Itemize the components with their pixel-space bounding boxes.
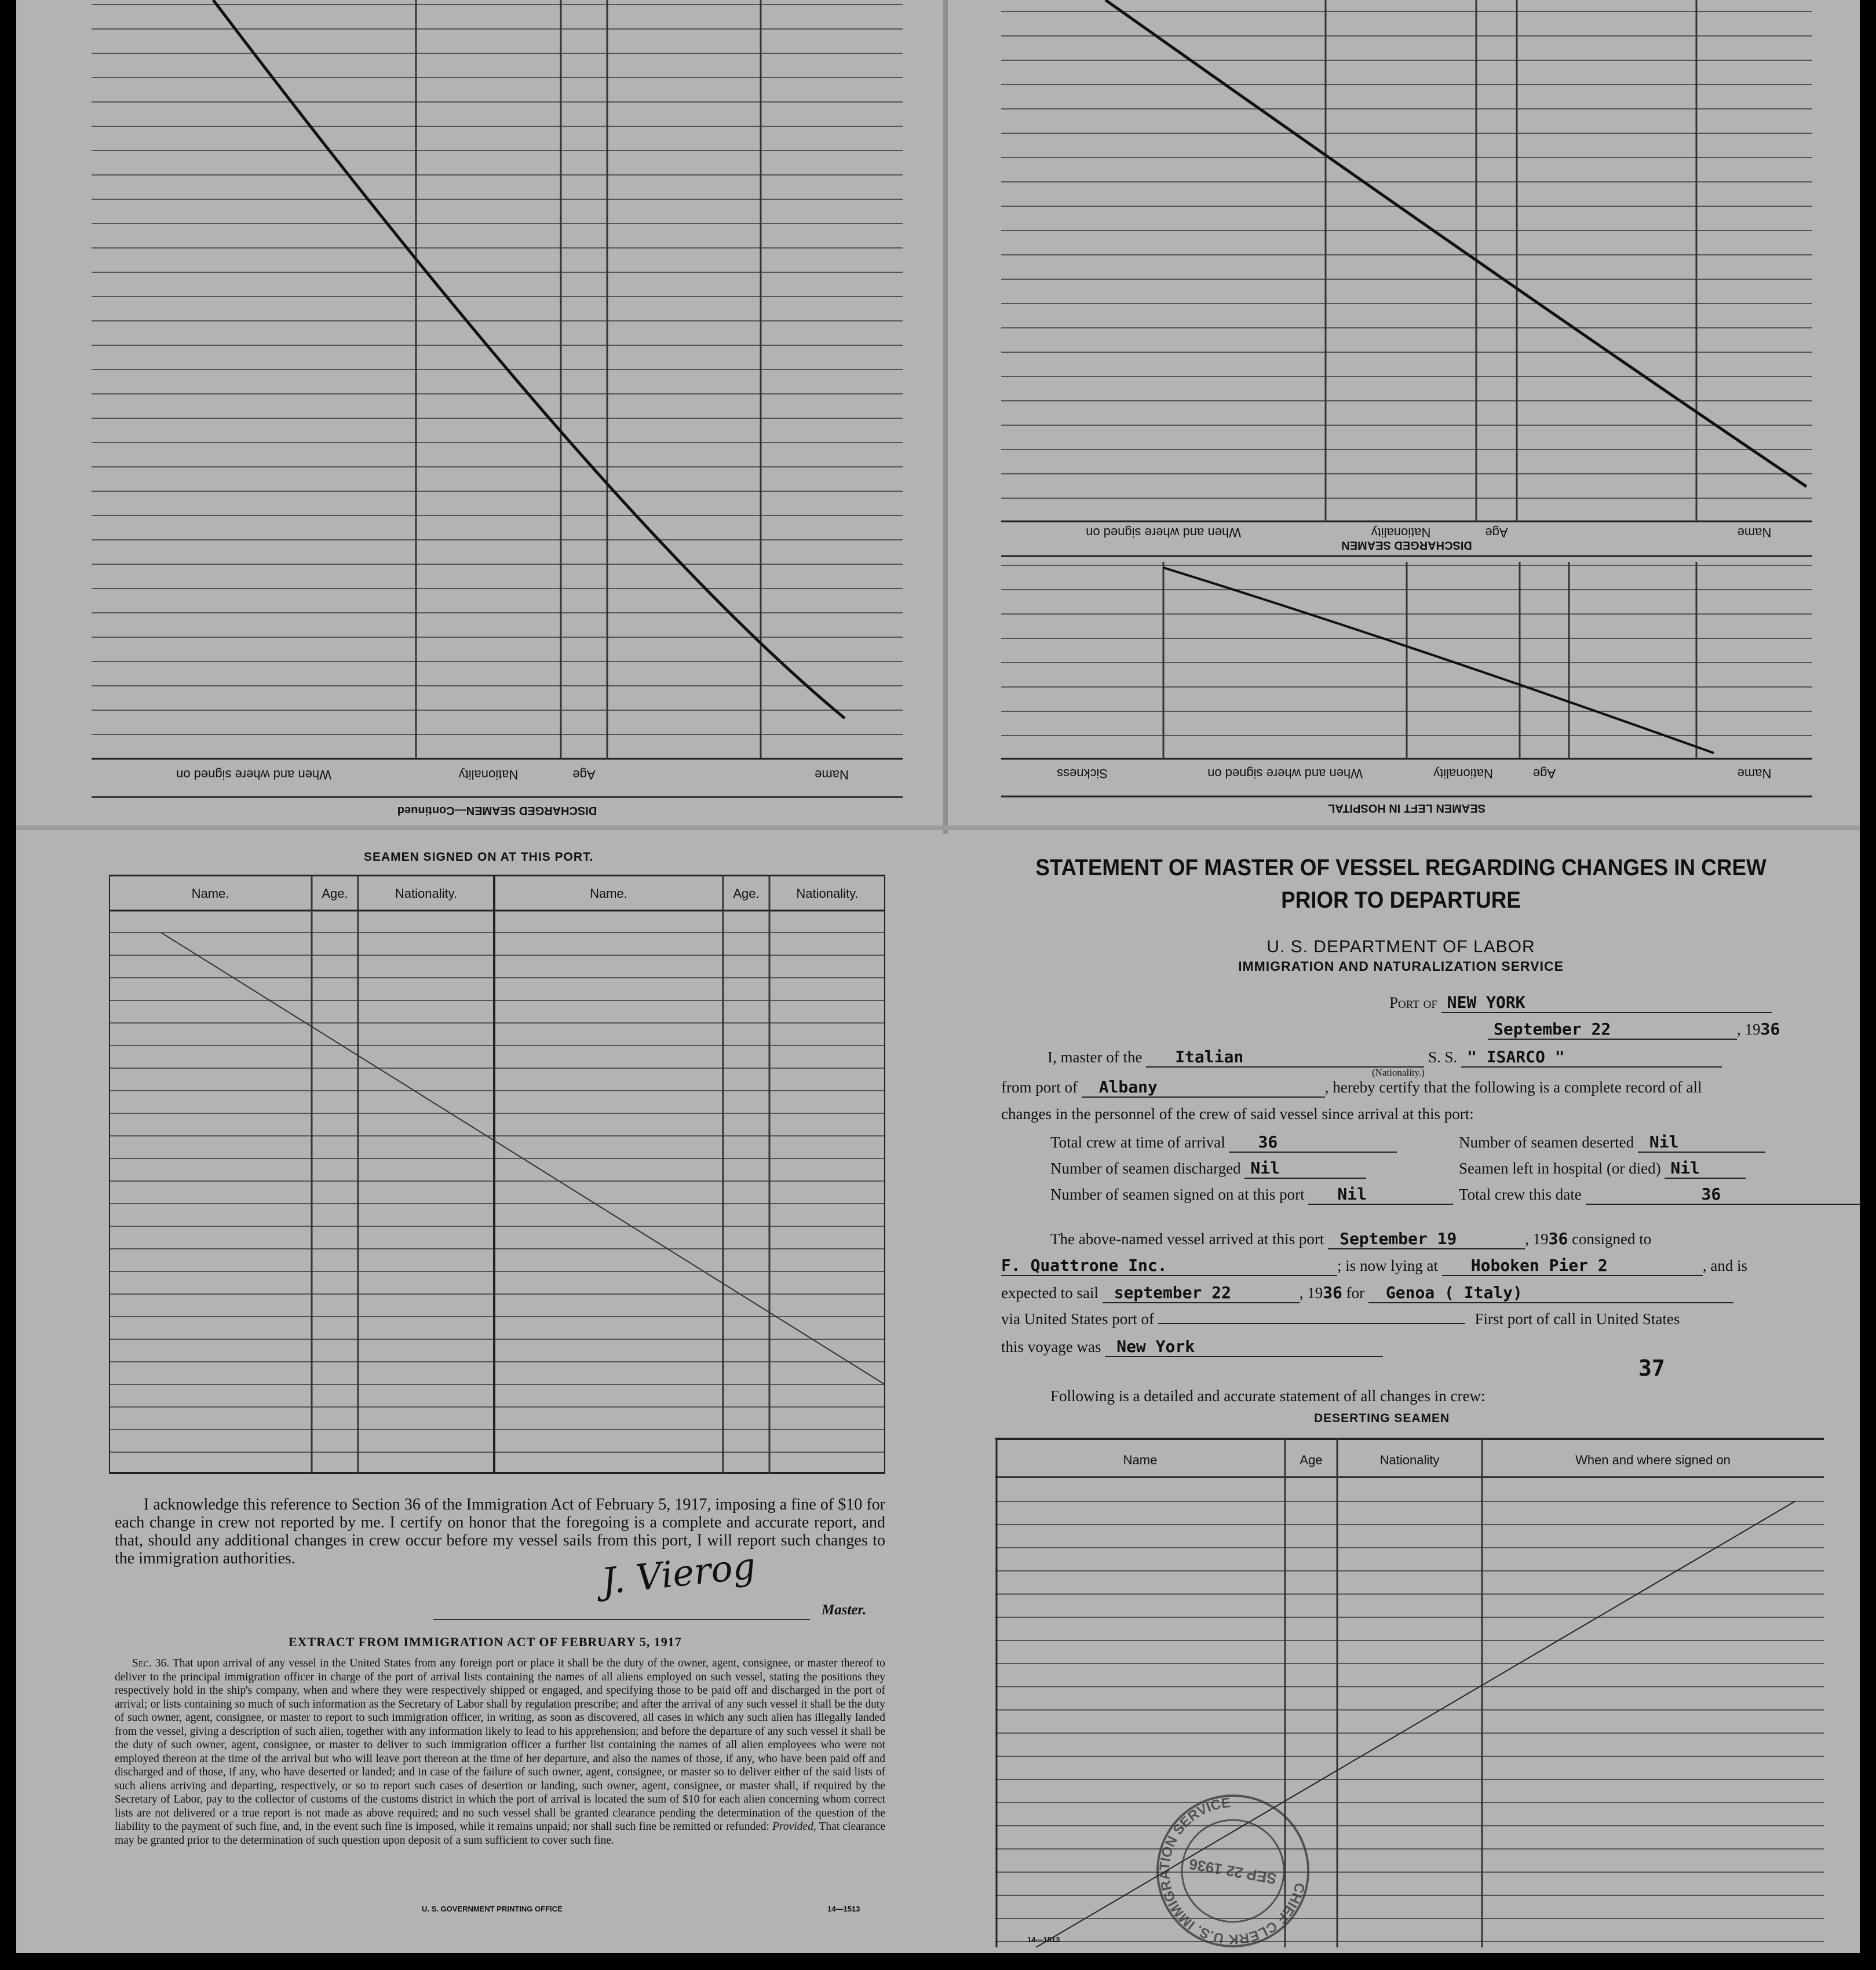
date-line: [1488, 1019, 1780, 1040]
col-name: Name: [815, 767, 849, 782]
first-port-value: New York: [1105, 1337, 1383, 1357]
deserting-col-name: Name: [1123, 1453, 1158, 1467]
signed-on-label: Number of seamen signed on at this port: [1050, 1186, 1305, 1203]
consigned-label: consigned to: [1572, 1230, 1652, 1248]
arrived-label: The above-named vessel arrived at this port: [1050, 1230, 1324, 1248]
nationality-caption: (Nationality.): [1372, 1067, 1425, 1078]
col-name-2: Name.: [590, 886, 627, 901]
date-value: September 22: [1488, 1019, 1737, 1040]
discharged-hospital-panel: [1001, 0, 1812, 817]
expected-label: expected to sail: [1001, 1284, 1098, 1302]
total-date-line: [1459, 1185, 1860, 1205]
total-arrival-value: 36: [1229, 1132, 1397, 1153]
lying-value: Hoboken Pier 2: [1442, 1256, 1703, 1276]
horizontal-fold: [16, 825, 1860, 830]
discharged-continued-ruling: [92, 0, 903, 817]
hospital-title: SEAMEN LEFT IN HOSPITAL: [1328, 802, 1486, 814]
changes-line: changes in the personnel of the crew of said vessel since arrival at this port:: [1001, 1105, 1474, 1123]
deserted-label: Number of seamen deserted: [1459, 1134, 1634, 1151]
void-line: [1105, 0, 1806, 487]
col-age: Age: [572, 767, 596, 782]
hospital-col-name: Name: [1737, 766, 1772, 781]
destination-value: Genoa ( Italy): [1368, 1283, 1733, 1303]
total-date-value: 36: [1586, 1185, 1860, 1205]
deserting-col-when-where: When and where signed on: [1575, 1453, 1731, 1467]
hospital-line: [1459, 1158, 1746, 1179]
deserting-title: DESERTING SEAMEN: [1314, 1412, 1450, 1425]
extract-body: That upon arrival of any vessel in the United States from any foreign port or place it shall be the duty of the owner, agent, consignee, or master thereof to deliver to the principal immigration officer in charge of the port of arrival lists containing the names of all aliens employed on such vessel, stating the positions they respectively hold in the ship's company, when and where they were respectively shipped or engaged, and specifying those to be paid off and discharged in the port of arrival; or lists containing so much of such information as the Secretary of Labor shall by regulation prescribe; and after the arrival of any such vessel it shall be the duty of such owner, agent, consignee, or master to report to such immigration officer, in writing, as soon as discovered, all cases in which any such alien has illegally landed from the vessel, giving a description of such alien, together with any information likely to lead to his apprehension; and before the departure of any such vessel it shall be the duty of such owner, agent, consignee, or master to deliver to such immigration officer a further list containing the names of all alien employees who were not employed thereon at the time of the arrival but who will leave port thereon at the time of her departure, and also the names of those, if any, who have been paid off and discharged and of those, if any, who have deserted or landed; and in case of the failure of such owner, agent, consignee, or master so to deliver either of the said lists of such aliens arriving and departing, respectively, or so to report such cases of desertion or landing, such owner, agent, consignee, or master shall, if required by the Secretary of Labor, pay to the collector of customs of the customs district in which the port of arrival is located the sum of $10 for each alien concerning whom correct lists are not delivered or a true report is not made as above required; and no such vessel shall be granted clearance pending the determination of the question of the liability to the payment of such fine, and, in the event such fine is imposed, while it remains unpaid; nor shall such fine be remitted or refunded:: [115, 1657, 885, 1833]
col-name-1: Name.: [191, 886, 229, 901]
col-nationality: Nationality: [458, 767, 519, 782]
sail-date: september 22: [1103, 1283, 1300, 1303]
service: IMMIGRATION AND NATURALIZATION SERVICE: [1238, 959, 1564, 974]
discharged-label: Number of seamen discharged: [1050, 1160, 1241, 1177]
signed-on-ruling: [109, 875, 885, 1474]
void-line: [161, 933, 885, 1390]
from-port-value: Albany: [1082, 1077, 1325, 1098]
col-nationality-2: Nationality.: [796, 886, 859, 901]
hospital-discharged-ruling: [1001, 0, 1812, 817]
arrived-line: The above-named vessel arrived at this port September 19 , 1936 consigned to: [1050, 1229, 1652, 1248]
master-line: [1048, 1047, 1722, 1068]
manifest-sheet: [16, 0, 1860, 1953]
total-arrival-line: [1050, 1132, 1397, 1153]
discharged-value: Nil: [1244, 1158, 1366, 1179]
discharged-continued-panel: [92, 0, 903, 817]
department: U. S. DEPARTMENT OF LABOR: [1267, 937, 1535, 956]
col-when-where: When and where signed on: [176, 767, 331, 782]
year-prefix: , 19: [1737, 1021, 1761, 1038]
margin-note: 37: [1638, 1355, 1665, 1381]
discharged-col-age: Age: [1485, 525, 1508, 540]
statement-title-line1: STATEMENT OF MASTER OF VESSEL REGARDING CHANGES IN CREW: [1035, 855, 1766, 880]
acknowledgement-text: I acknowledge this reference to Section 36 of the Immigration Act of February 5, 1917, imposing a fine of $10 for each change in crew not reported by me. I certify on honor that the foregoing is a complete and accurate report, and that, should any additional changes in crew occur before my vessel sails from this port, I will report such changes to the immigration authorities.: [115, 1496, 885, 1567]
discharged-line: [1050, 1158, 1366, 1179]
consignee-line: [1001, 1256, 1747, 1276]
extract-text: [115, 1657, 885, 1847]
total-arrival-label: Total crew at time of arrival: [1050, 1134, 1225, 1151]
voyage-line: [1001, 1337, 1383, 1357]
lying-label: ; is now lying at: [1337, 1257, 1438, 1274]
certify-text: , hereby certify that the following is a complete record of all: [1324, 1079, 1702, 1096]
deserting-col-nationality: Nationality: [1379, 1453, 1440, 1467]
master-of-label: I, master of the: [1048, 1048, 1143, 1066]
extract-title: EXTRACT FROM IMMIGRATION ACT OF FEBRUARY 5, 1917: [289, 1635, 682, 1649]
discharged-col-when-where: When and where signed on: [1086, 525, 1241, 540]
sail-year: 36: [1323, 1283, 1342, 1302]
via-label: via United States port of: [1001, 1310, 1154, 1328]
ss-label: S. S.: [1428, 1048, 1458, 1066]
hospital-col-when-where: When and where signed on: [1207, 766, 1363, 781]
extract-proviso-label: Provided,: [772, 1821, 816, 1833]
printer-line: U. S. GOVERNMENT PRINTING OFFICE: [422, 1905, 563, 1913]
immigration-stamp: [1139, 1777, 1327, 1953]
col-age-2: Age.: [733, 886, 760, 901]
form-number-right: 14—1513: [1027, 1935, 1060, 1944]
hospital-value: Nil: [1665, 1158, 1746, 1179]
and-is: , and is: [1702, 1257, 1747, 1274]
deserted-value: Nil: [1638, 1132, 1765, 1153]
discharged-title: DISCHARGED SEAMEN: [1341, 539, 1472, 551]
from-port-label: from port of: [1001, 1079, 1078, 1096]
consignee-value: F. Quattrone Inc.: [1001, 1256, 1337, 1276]
discharged-col-nationality: Nationality: [1371, 525, 1431, 540]
void-line: [213, 0, 845, 718]
signed-on-line: [1050, 1185, 1453, 1205]
statement-title: [1006, 851, 1795, 916]
stamp-date: SEP 22 1936: [1187, 1855, 1278, 1888]
hospital-col-nationality: Nationality: [1433, 766, 1493, 781]
via-line: [1001, 1310, 1680, 1328]
port-line: [1389, 993, 1772, 1013]
arrived-year: 36: [1548, 1229, 1568, 1248]
for-label: for: [1346, 1284, 1365, 1302]
year-value: 36: [1760, 1019, 1780, 1039]
stamp-outer-text: CHIEF CLERK U.S. IMMIGRATION SERVICE: [1156, 1794, 1308, 1947]
deserting-table: [995, 1438, 1824, 1947]
section-title: DISCHARGED SEAMEN—Continued: [397, 804, 597, 817]
arrived-date: September 19: [1328, 1229, 1525, 1249]
master-signature-line: [433, 1619, 810, 1620]
extract-section: Sec. 36.: [132, 1657, 170, 1669]
first-port-label: First port of call in United States: [1474, 1310, 1680, 1328]
ship-value: " ISARCO ": [1461, 1047, 1722, 1068]
signed-on-title: SEAMEN SIGNED ON AT THIS PORT.: [364, 850, 594, 864]
form-number-left: 14—1513: [827, 1905, 860, 1913]
port-value: NEW YORK: [1441, 993, 1772, 1013]
master-signature: J. Vierog: [599, 1544, 758, 1603]
master-label: Master.: [822, 1602, 867, 1618]
extract-proviso: That clearance may be granted prior to the determination of such question upon deposit of a sum sufficient to cover such fine.: [115, 1821, 885, 1847]
port-label: Port of: [1389, 994, 1437, 1011]
signed-on-value: Nil: [1308, 1185, 1453, 1205]
deserted-line: [1459, 1132, 1765, 1153]
hospital-col-age: Age: [1532, 766, 1556, 781]
sail-line: expected to sail september 22 , 1936 for Genoa ( Italy): [1001, 1283, 1733, 1303]
col-age-1: Age.: [322, 886, 348, 901]
deserting-col-age: Age: [1300, 1453, 1323, 1467]
vertical-fold: [943, 0, 948, 834]
statement-title-line2: PRIOR TO DEPARTURE: [1281, 887, 1521, 913]
voyage-label: this voyage was: [1001, 1338, 1101, 1355]
following-line: Following is a detailed and accurate statement of all changes in crew:: [1050, 1387, 1486, 1405]
void-line: [1163, 568, 1714, 753]
discharged-col-name: Name: [1737, 525, 1772, 540]
hospital-col-sickness: Sickness: [1056, 766, 1108, 781]
total-date-label: Total crew this date: [1459, 1186, 1582, 1203]
from-port-line: [1001, 1077, 1702, 1098]
signed-on-table: [109, 875, 885, 1474]
hospital-label: Seamen left in hospital (or died): [1459, 1160, 1661, 1177]
via-value: [1158, 1323, 1465, 1324]
nationality-value: Italian: [1146, 1047, 1424, 1068]
col-nationality-1: Nationality.: [395, 886, 458, 901]
deserting-ruling: [995, 1438, 1824, 1947]
